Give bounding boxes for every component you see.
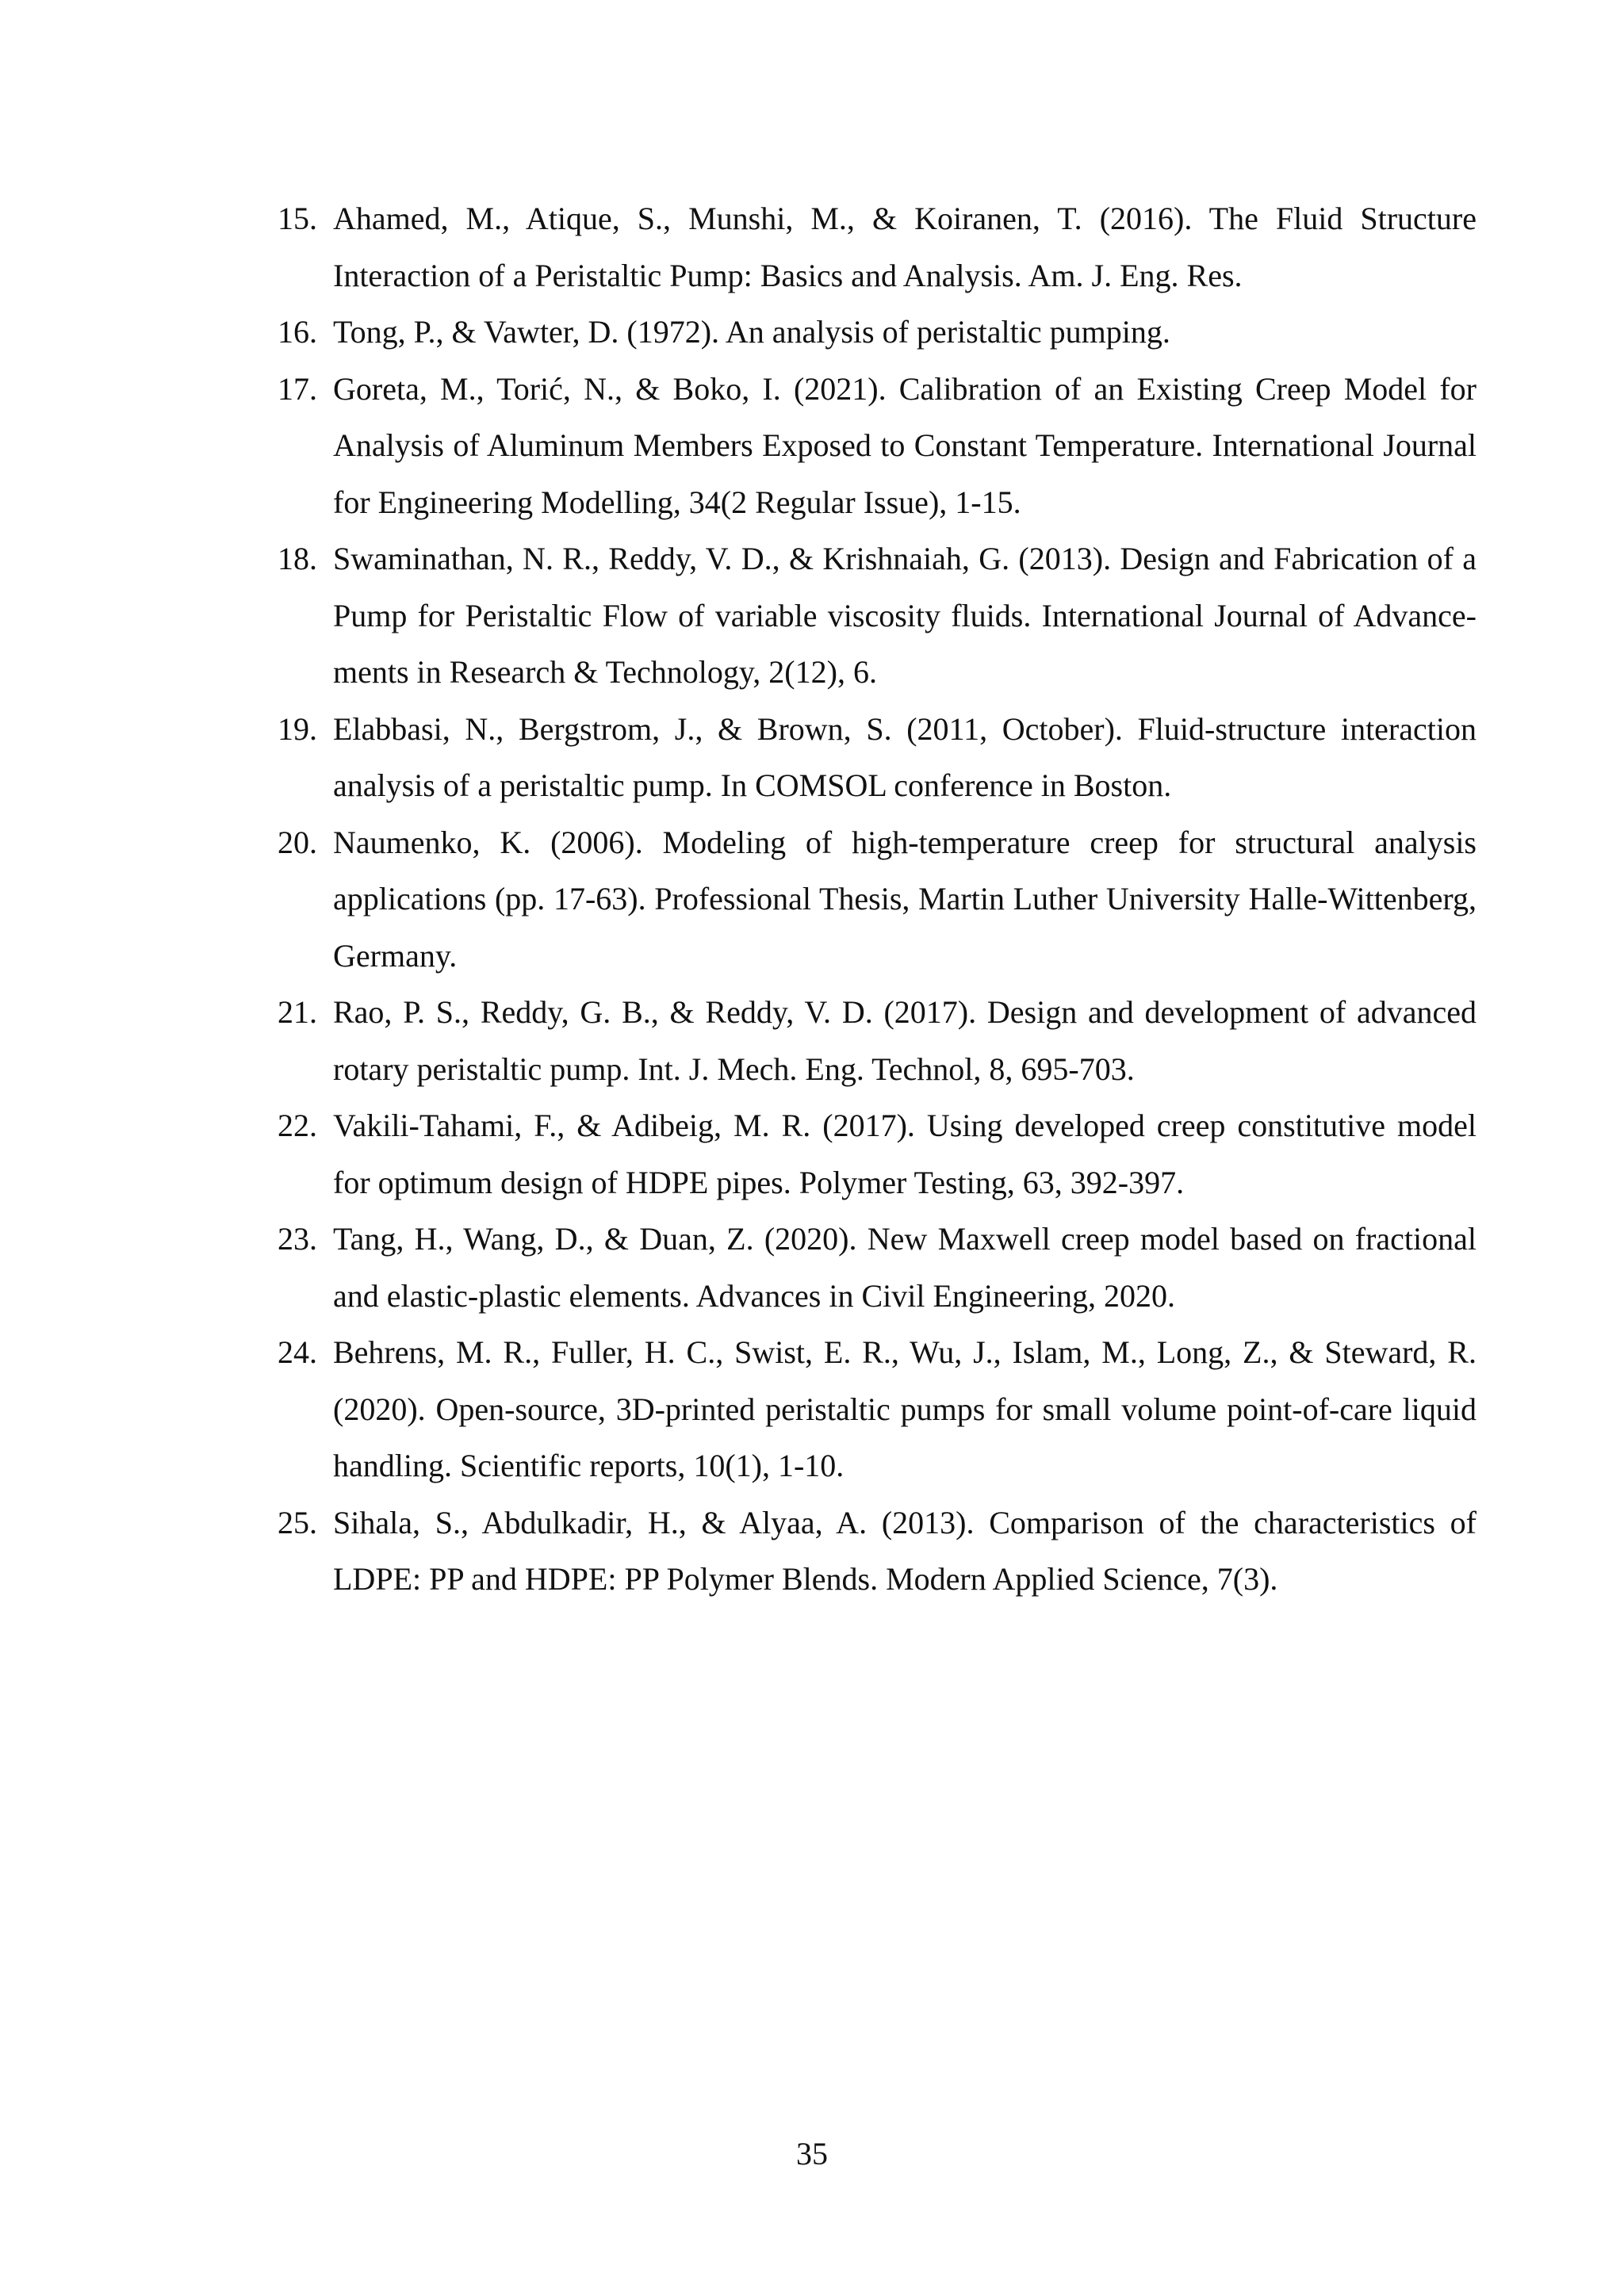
reference-item-19 (278, 701, 1477, 814)
reference-number: 25. (278, 1504, 317, 1540)
reference-text: Vakili-Tahami, F., & Adibeig, M. R. (2017). Using developed creep constitutive model for optimum design of HDPE pipes. Polymer Testing, 63, 392-397. (333, 1108, 1477, 1200)
reference-number: 23. (278, 1221, 317, 1257)
reference-text: Tong, P., & Vawter, D. (1972). An analysis of peristaltic pumping. (333, 314, 1170, 350)
reference-number: 17. (278, 370, 317, 407)
reference-text: Goreta, M., Torić, N., & Boko, I. (2021). Calibration of an Existing Creep Model for Analysis of Aluminum Members Exposed to Constant Temperature. International Journal for Engineering Modelling, 34(2 Regular Issue), 1-15. (333, 370, 1477, 520)
reference-item-25 (278, 1494, 1477, 1608)
reference-list (278, 190, 1477, 1608)
reference-number: 18. (278, 541, 317, 576)
reference-text: Tang, H., Wang, D., & Duan, Z. (2020). New Maxwell creep model based on fractional and elastic-plastic elements. Advances in Civil Engineering, 2020. (333, 1221, 1477, 1314)
reference-item-15 (278, 190, 1477, 304)
reference-number: 19. (278, 710, 317, 747)
page-number: 35 (796, 2136, 828, 2172)
reference-item-23 (278, 1211, 1477, 1324)
reference-item-18 (278, 530, 1477, 701)
reference-item-21 (278, 984, 1477, 1097)
reference-item-24 (278, 1324, 1477, 1494)
reference-number: 16. (278, 314, 317, 350)
reference-item-17 (278, 361, 1477, 531)
reference-text: Rao, P. S., Reddy, G. B., & Reddy, V. D. (2017). Design and development of advanced rotary peristaltic pump. Int. J. Mech. Eng. Technol, 8, 695-703. (333, 994, 1477, 1087)
reference-text: Naumenko, K. (2006). Modeling of high-temperature creep for structural analysis applications (pp. 17-63). Professional Thesis, Martin Luther University Halle-Wittenberg, Germany. (333, 824, 1477, 974)
reference-number: 22. (278, 1108, 317, 1143)
reference-number: 20. (278, 824, 317, 860)
reference-text: Elabbasi, N., Bergstrom, J., & Brown, S. (2011, October). Fluid-structure interaction analysis of a peristaltic pump. In COMSOL conference in Boston. (333, 710, 1477, 803)
reference-text: Behrens, M. R., Fuller, H. C., Swist, E. R., Wu, J., Islam, M., Long, Z., & Steward, R. (2020). Open-source, 3D-printed peristaltic pumps for small volume point-of-care liquid handling. Scientific reports, 10(1), 1-10. (333, 1334, 1477, 1483)
reference-text: Sihala, S., Abdulkadir, H., & Alyaa, A. (2013). Comparison of the characteristics of LDPE: PP and HDPE: PP Polymer Blends. Modern Applied Science, 7(3). (333, 1504, 1477, 1597)
reference-number: 15. (278, 201, 317, 236)
reference-text: Ahamed, M., Atique, S., Munshi, M., & Koiranen, T. (2016). The Fluid Structure Interaction of a Peristaltic Pump: Basics and Analysis. Am. J. Eng. Res. (333, 201, 1477, 293)
reference-number: 24. (278, 1334, 317, 1370)
reference-text: Swaminathan, N. R., Reddy, V. D., & Krishnaiah, G. (2013). Design and Fabrication of a Pump for Peristaltic Flow of variable viscosity fluids. International Journal of Advance-ments in Research & Technology, 2(12), 6. (333, 541, 1477, 690)
reference-item-16 (278, 304, 1477, 361)
reference-number: 21. (278, 994, 317, 1030)
reference-item-20 (278, 814, 1477, 985)
reference-item-22 (278, 1097, 1477, 1211)
